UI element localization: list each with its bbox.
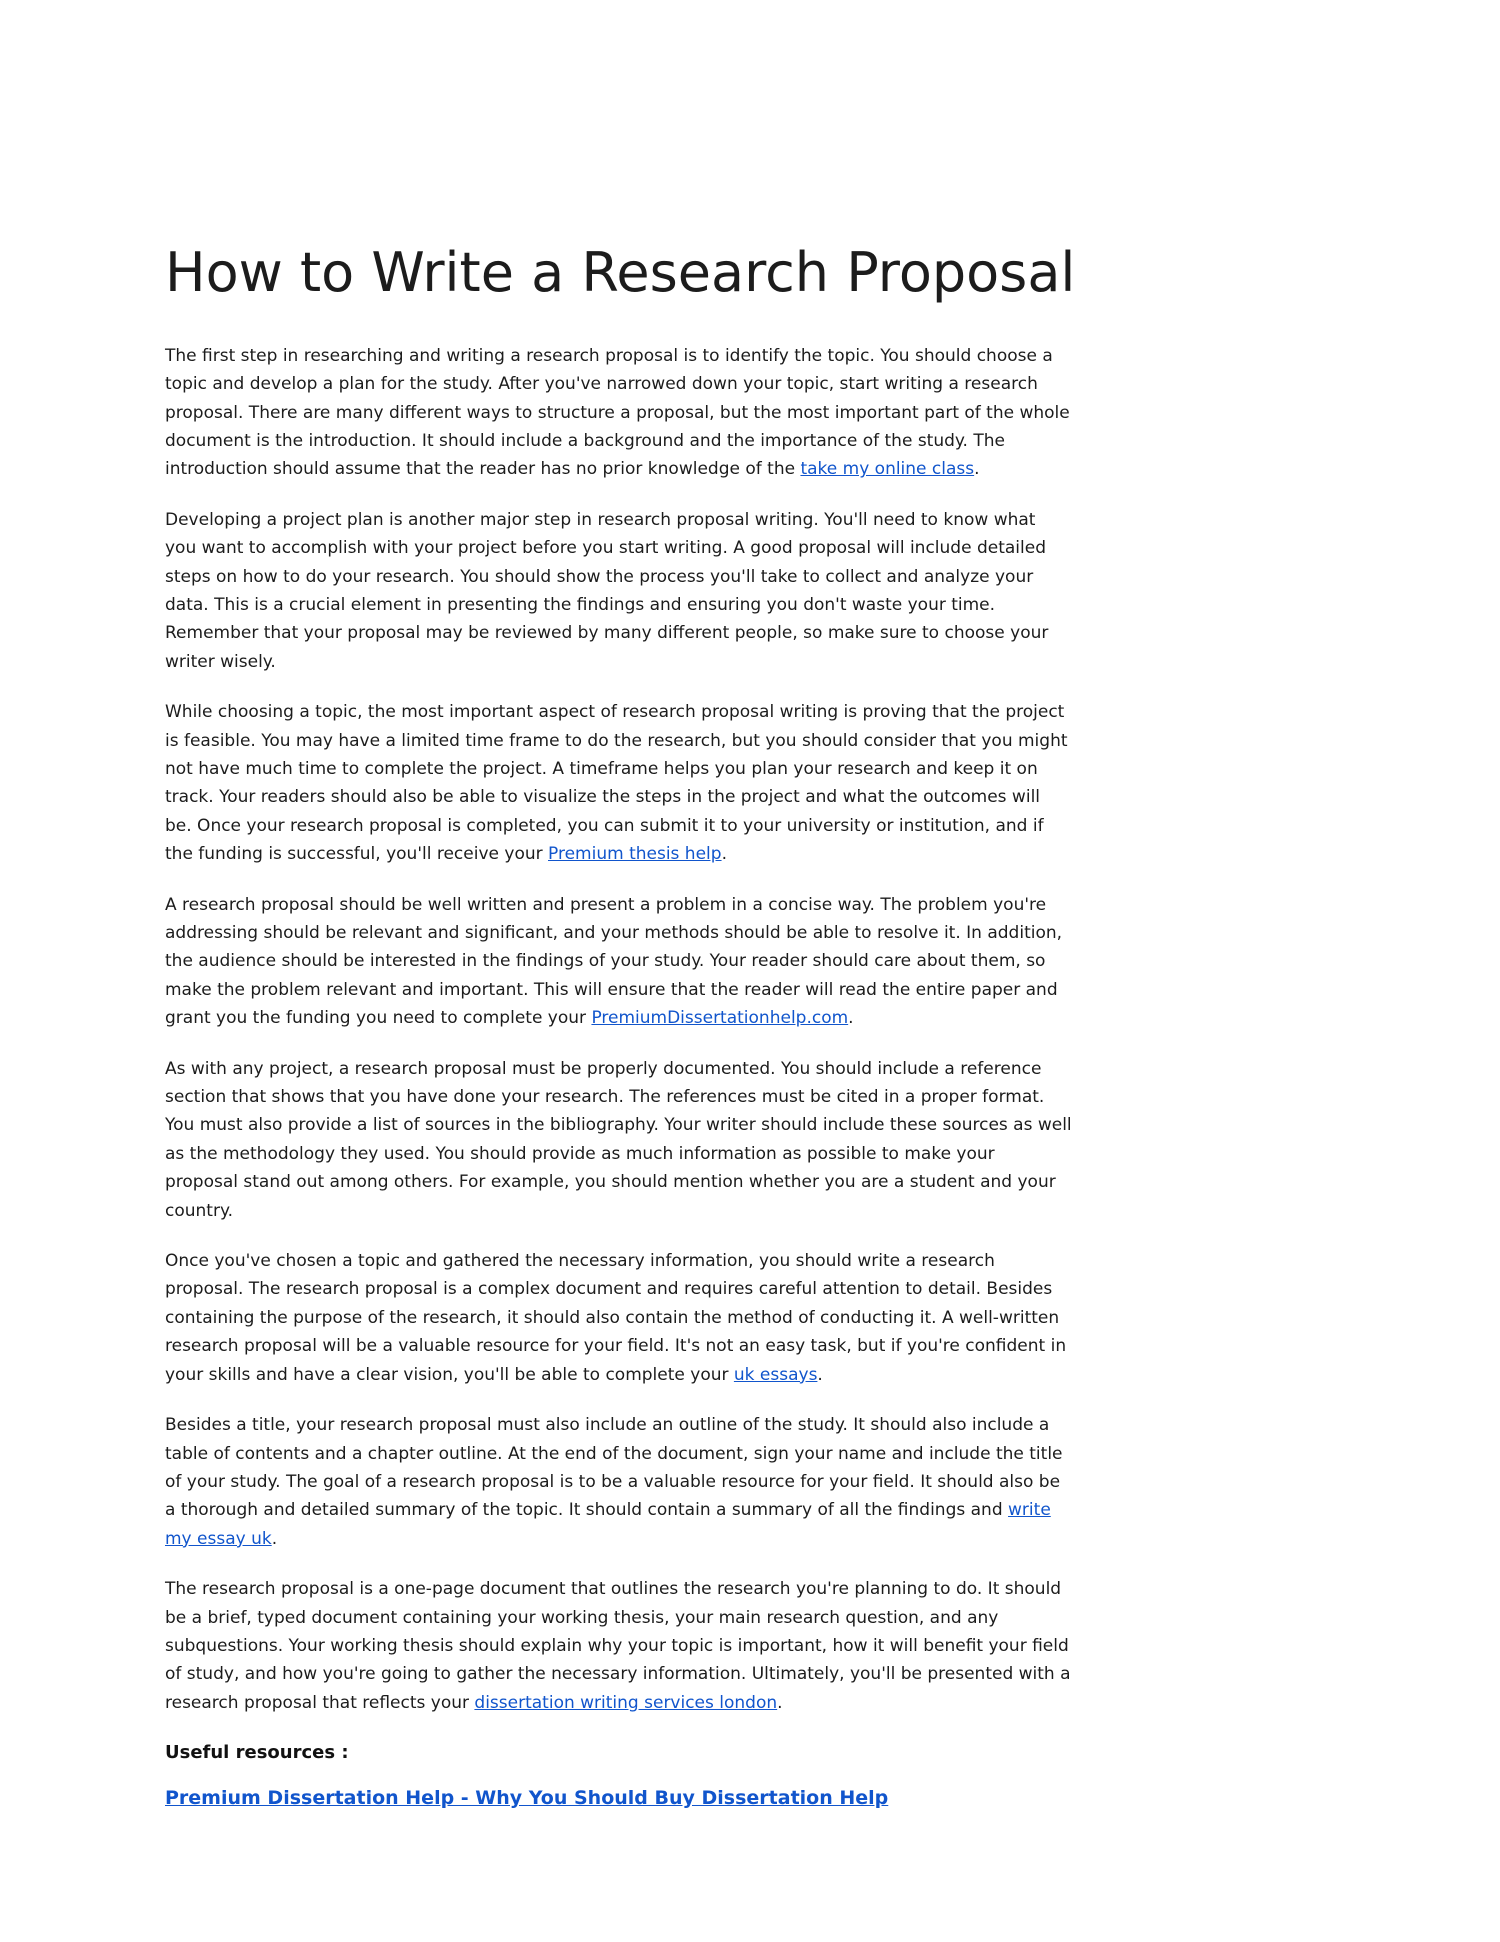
paragraph-text: Developing a project plan is another major step in research proposal writing. You'll need to know what you want to accomplish with your project before you start writing. A good proposal will include detailed steps on how to do your research. You should show the process you'll take to collect and analyze your data. This is a crucial element in presenting the findings and ensuring you don't waste your time. Remember that your proposal may be reviewed by many different people, so make sure to choose your writer wisely.: [165, 509, 1049, 672]
premium-dissertation-help-link[interactable]: Premium Dissertation Help - Why You Should Buy Dissertation Help: [165, 1787, 889, 1810]
inline-text-link[interactable]: PremiumDissertationhelp.com: [591, 1008, 849, 1029]
inline-text-link[interactable]: take my online class: [800, 459, 975, 480]
paragraph-outline: [165, 1411, 1072, 1553]
paragraph-text: .: [721, 844, 727, 865]
document-content: [165, 241, 1076, 1812]
paragraph-text: A research proposal should be well written and present a problem in a concise way. The problem you're addressing should be relevant and significant, and your methods should be able to resolve it. In addition, the audience should be interested in the findings of your study. Your reader should care about them, so make the problem relevant and important. This will ensure that the reader will read the entire paper and grant you the funding you need to complete your: [165, 894, 1063, 1029]
paragraph-problem-statement: [165, 891, 1072, 1033]
paragraph-text: The research proposal is a one-page document that outlines the research you're planning to do. It should be a brief, typed document containing your working thesis, your main research question, and any subquestions. Your working thesis should explain why your topic is important, how it will benefit your field of study, and how you're going to gather the necessary information. Ultimately, you'll be presented with a research proposal that reflects your: [165, 1579, 1071, 1713]
paragraph-complex-document: [165, 1247, 1072, 1389]
inline-text-link[interactable]: write my essay uk: [165, 1500, 1051, 1549]
paragraph-text: .: [817, 1364, 823, 1385]
paragraph-text: The first step in researching and writing a research proposal is to identify the topic. You should choose a topic and develop a plan for the study. After you've narrowed down your topic, start writing a research proposal. There are many different ways to structure a proposal, but the most important part of the whole document is the introduction. It should include a background and the importance of the study. The introduction should assume that the reader has no prior knowledge of the: [165, 345, 1070, 480]
paragraph-intro: [165, 342, 1072, 484]
paragraph-text: As with any project, a research proposal must be properly documented. You should include a reference section that shows that you have done your research. The references must be cited in a proper format. You must also provide a list of sources in the bibliography. Your writer should include these sources as well as the methodology they used. You should provide as much information as possible to make your proposal stand out among others. For example, you should mention whether you are a student and your country.: [165, 1058, 1072, 1221]
paragraph-feasibility: [165, 698, 1072, 868]
inline-text-link[interactable]: uk essays: [733, 1364, 818, 1385]
paragraph-text: .: [974, 459, 980, 480]
paragraph-text: .: [271, 1528, 278, 1549]
page-title: How to Write a Research Proposal: [165, 241, 1076, 304]
paragraph-project-plan: [165, 506, 1072, 676]
paragraph-text: .: [848, 1008, 854, 1029]
paragraph-one-page: [165, 1575, 1072, 1717]
useful-resources-heading: Useful resources :: [165, 1742, 349, 1764]
paragraph-documentation: [165, 1055, 1072, 1225]
inline-text-link[interactable]: dissertation writing services london: [474, 1692, 778, 1713]
paragraph-text: Once you've chosen a topic and gathered the necessary information, you should write a research proposal. The research proposal is a complex document and requires careful attention to detail. Besides containing the purpose of the research, it should also contain the method of conducting it. A well-written research proposal will be a valuable resource for your field. It's not an easy task, but if you're confident in your skills and have a clear vision, you'll be able to complete your: [165, 1251, 1067, 1385]
paragraph-text: While choosing a topic, the most important aspect of research proposal writing is proving that the project is feasible. You may have a limited time frame to do the research, but you should consider that you might not have much time to complete the project. A timeframe helps you plan your research and keep it on track. Your readers should also be able to visualize the steps in the project and what the outcomes will be. Once your research proposal is completed, you can submit it to your university or institution, and if the funding is successful, you'll receive your: [165, 702, 1068, 865]
paragraph-text: Besides a title, your research proposal must also include an outline of the study. It should also include a table of contents and a chapter outline. At the end of the document, sign your name and include the title of your study. The goal of a research proposal is to be a valuable resource for your field. It should also be a thorough and detailed summary of the topic. It should contain a summary of all the findings and: [165, 1415, 1063, 1521]
paragraph-text: .: [777, 1692, 783, 1713]
inline-text-link[interactable]: Premium thesis help: [548, 844, 722, 865]
